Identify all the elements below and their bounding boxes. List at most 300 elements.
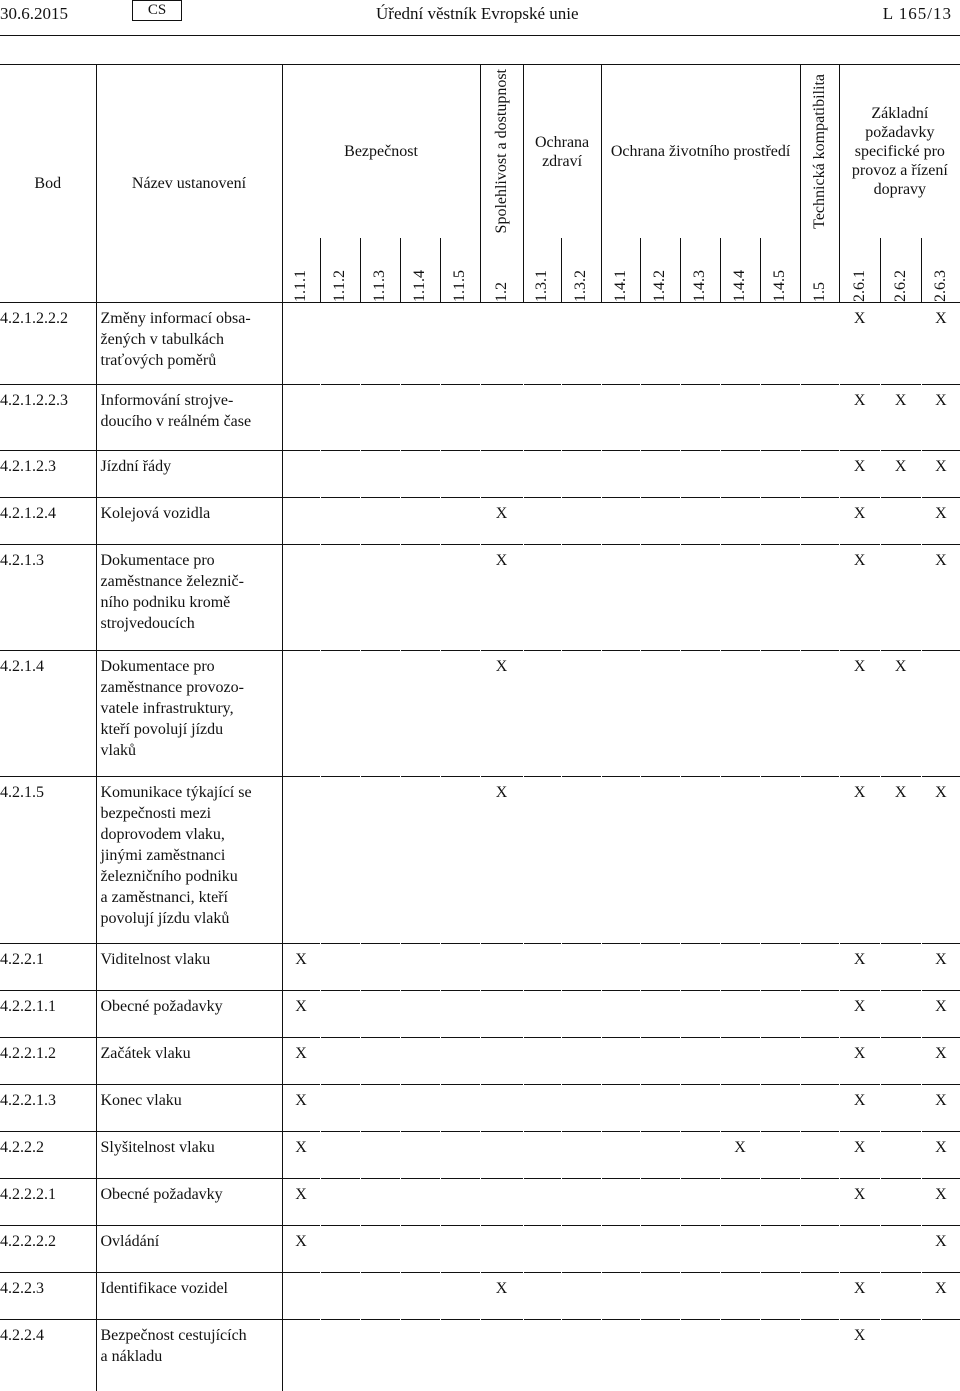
col-number-1-1-1: 1.1.1 — [282, 238, 320, 303]
mark-cell — [880, 1132, 921, 1179]
mark-cell: X — [839, 1273, 880, 1320]
row-name: Dokumentace pro zaměstnance železnič- ního podniku kromě strojvedoucích — [96, 545, 282, 651]
mark-cell — [640, 1038, 680, 1085]
header-rule — [0, 35, 960, 36]
language-badge: CS — [132, 0, 182, 21]
mark-cell — [320, 498, 360, 545]
mark-cell — [680, 1320, 720, 1391]
mark-cell — [760, 991, 800, 1038]
mark-cell — [640, 944, 680, 991]
mark-cell — [880, 1226, 921, 1273]
mark-cell — [440, 451, 480, 498]
mark-cell — [480, 1038, 523, 1085]
table-row — [0, 1273, 960, 1320]
mark-cell — [440, 777, 480, 944]
mark-cell: X — [839, 451, 880, 498]
col-number-1-2: 1.2 — [480, 238, 523, 303]
mark-cell — [800, 651, 839, 777]
mark-cell — [360, 1273, 400, 1320]
mark-cell — [282, 545, 320, 651]
col-number-1-4-5: 1.4.5 — [760, 238, 800, 303]
row-name: Jízdní řády — [96, 451, 282, 498]
row-bod: 4.2.1.5 — [0, 777, 96, 944]
mark-cell — [800, 944, 839, 991]
mark-cell — [640, 451, 680, 498]
mark-cell — [320, 1179, 360, 1226]
mark-cell — [760, 385, 800, 451]
mark-cell: X — [921, 498, 960, 545]
mark-cell — [680, 777, 720, 944]
mark-cell — [720, 303, 760, 385]
mark-cell — [680, 944, 720, 991]
mark-cell — [800, 1226, 839, 1273]
mark-cell: X — [282, 1085, 320, 1132]
mark-cell — [561, 1320, 601, 1391]
mark-cell — [480, 1320, 523, 1391]
mark-cell — [880, 991, 921, 1038]
mark-cell — [601, 451, 640, 498]
mark-cell — [440, 651, 480, 777]
mark-cell: X — [921, 1085, 960, 1132]
mark-cell — [720, 498, 760, 545]
mark-cell: X — [839, 303, 880, 385]
mark-cell: X — [282, 1226, 320, 1273]
row-bod: 4.2.1.4 — [0, 651, 96, 777]
table-row — [0, 498, 960, 545]
mark-cell — [561, 1085, 601, 1132]
mark-cell — [282, 1320, 320, 1391]
mark-cell — [400, 1132, 440, 1179]
mark-cell — [360, 1179, 400, 1226]
mark-cell — [480, 944, 523, 991]
table-header-row — [0, 65, 960, 239]
mark-cell — [800, 545, 839, 651]
mark-cell: X — [282, 1179, 320, 1226]
mark-cell — [720, 545, 760, 651]
mark-cell — [601, 1132, 640, 1179]
mark-cell — [360, 451, 400, 498]
mark-cell — [320, 944, 360, 991]
mark-cell — [400, 385, 440, 451]
mark-cell — [320, 1320, 360, 1391]
row-bod: 4.2.2.1 — [0, 944, 96, 991]
mark-cell — [561, 1179, 601, 1226]
mark-cell — [523, 545, 561, 651]
table-row — [0, 991, 960, 1038]
mark-cell — [921, 1320, 960, 1391]
mark-cell — [360, 944, 400, 991]
row-name: Bezpečnost cestujících a nákladu — [96, 1320, 282, 1391]
mark-cell — [561, 651, 601, 777]
mark-cell — [880, 1038, 921, 1085]
row-bod: 4.2.2.1.2 — [0, 1038, 96, 1085]
mark-cell — [800, 1320, 839, 1391]
group-header-ochrana-zdravi: Ochrana zdraví — [523, 65, 601, 239]
mark-cell — [440, 303, 480, 385]
mark-cell — [320, 545, 360, 651]
group-header-bezpecnost: Bezpečnost — [282, 65, 480, 239]
mark-cell: X — [282, 1132, 320, 1179]
mark-cell — [360, 545, 400, 651]
mark-cell — [640, 991, 680, 1038]
col-number-1-4-1: 1.4.1 — [601, 238, 640, 303]
mark-cell — [880, 944, 921, 991]
mark-cell — [601, 303, 640, 385]
requirements-table — [0, 64, 960, 1391]
mark-cell — [640, 1226, 680, 1273]
mark-cell — [360, 385, 400, 451]
row-bod: 4.2.1.3 — [0, 545, 96, 651]
mark-cell — [400, 944, 440, 991]
mark-cell — [640, 385, 680, 451]
mark-cell — [880, 1085, 921, 1132]
mark-cell — [523, 303, 561, 385]
mark-cell — [680, 1226, 720, 1273]
mark-cell — [360, 1226, 400, 1273]
mark-cell — [800, 1273, 839, 1320]
mark-cell — [760, 545, 800, 651]
mark-cell — [601, 1320, 640, 1391]
row-name: Obecné požadavky — [96, 991, 282, 1038]
mark-cell — [480, 1132, 523, 1179]
mark-cell — [400, 1179, 440, 1226]
mark-cell — [680, 1273, 720, 1320]
mark-cell — [720, 777, 760, 944]
mark-cell — [640, 498, 680, 545]
mark-cell — [680, 303, 720, 385]
mark-cell — [320, 1132, 360, 1179]
journal-title: Úřední věstník Evropské unie — [376, 4, 579, 23]
mark-cell — [800, 385, 839, 451]
mark-cell — [720, 1273, 760, 1320]
mark-cell: X — [839, 1132, 880, 1179]
mark-cell: X — [839, 1085, 880, 1132]
mark-cell — [880, 1320, 921, 1391]
mark-cell — [640, 651, 680, 777]
row-name: Identifikace vozidel — [96, 1273, 282, 1320]
row-bod: 4.2.2.4 — [0, 1320, 96, 1391]
table-row — [0, 944, 960, 991]
row-bod: 4.2.1.2.3 — [0, 451, 96, 498]
row-name: Obecné požadavky — [96, 1179, 282, 1226]
mark-cell — [400, 777, 440, 944]
row-bod: 4.2.2.2.2 — [0, 1226, 96, 1273]
table-row — [0, 1132, 960, 1179]
mark-cell: X — [839, 545, 880, 651]
mark-cell — [680, 385, 720, 451]
mark-cell — [320, 777, 360, 944]
col-number-1-4-3: 1.4.3 — [680, 238, 720, 303]
mark-cell — [601, 545, 640, 651]
mark-cell — [561, 991, 601, 1038]
mark-cell — [561, 303, 601, 385]
mark-cell — [839, 1226, 880, 1273]
mark-cell: X — [921, 777, 960, 944]
group-header-technicka: Technická kompatibilita — [800, 65, 839, 239]
mark-cell — [680, 498, 720, 545]
mark-cell — [480, 303, 523, 385]
mark-cell — [880, 545, 921, 651]
mark-cell — [720, 1320, 760, 1391]
mark-cell: X — [880, 777, 921, 944]
mark-cell — [400, 1085, 440, 1132]
mark-cell — [760, 777, 800, 944]
mark-cell — [320, 651, 360, 777]
mark-cell — [760, 1179, 800, 1226]
col-header-bod: Bod — [0, 65, 96, 303]
col-number-1-1-5: 1.1.5 — [440, 238, 480, 303]
col-number-1-1-2: 1.1.2 — [320, 238, 360, 303]
mark-cell — [720, 451, 760, 498]
mark-cell — [523, 777, 561, 944]
mark-cell — [601, 1038, 640, 1085]
mark-cell: X — [480, 498, 523, 545]
mark-cell — [400, 498, 440, 545]
mark-cell — [640, 777, 680, 944]
mark-cell — [720, 1038, 760, 1085]
mark-cell: X — [880, 651, 921, 777]
mark-cell — [561, 777, 601, 944]
mark-cell — [523, 991, 561, 1038]
mark-cell: X — [921, 991, 960, 1038]
mark-cell — [800, 1179, 839, 1226]
mark-cell — [480, 1226, 523, 1273]
mark-cell — [760, 1273, 800, 1320]
mark-cell — [760, 303, 800, 385]
row-bod: 4.2.1.2.2.3 — [0, 385, 96, 451]
mark-cell — [360, 1320, 400, 1391]
mark-cell — [601, 1179, 640, 1226]
mark-cell — [320, 1226, 360, 1273]
mark-cell — [400, 1226, 440, 1273]
mark-cell — [282, 1273, 320, 1320]
mark-cell — [360, 1132, 400, 1179]
col-number-1-4-2: 1.4.2 — [640, 238, 680, 303]
mark-cell — [320, 303, 360, 385]
mark-cell — [480, 1085, 523, 1132]
mark-cell — [680, 1179, 720, 1226]
mark-cell — [800, 1132, 839, 1179]
row-bod: 4.2.2.2.1 — [0, 1179, 96, 1226]
mark-cell — [680, 991, 720, 1038]
mark-cell — [523, 1038, 561, 1085]
mark-cell — [440, 1132, 480, 1179]
mark-cell — [282, 651, 320, 777]
mark-cell — [601, 1273, 640, 1320]
mark-cell — [680, 1085, 720, 1132]
mark-cell: X — [880, 451, 921, 498]
mark-cell — [360, 991, 400, 1038]
mark-cell — [400, 545, 440, 651]
mark-cell — [760, 1320, 800, 1391]
mark-cell — [800, 777, 839, 944]
mark-cell — [360, 1085, 400, 1132]
mark-cell — [523, 1085, 561, 1132]
mark-cell — [800, 451, 839, 498]
mark-cell — [601, 991, 640, 1038]
row-bod: 4.2.1.2.2.2 — [0, 303, 96, 385]
mark-cell — [282, 451, 320, 498]
mark-cell — [880, 498, 921, 545]
mark-cell — [561, 1038, 601, 1085]
mark-cell — [400, 451, 440, 498]
row-name: Změny informací obsa- žených v tabulkách traťových poměrů — [96, 303, 282, 385]
mark-cell — [320, 991, 360, 1038]
mark-cell — [360, 303, 400, 385]
mark-cell — [720, 1226, 760, 1273]
mark-cell — [523, 1320, 561, 1391]
col-number-1-4-4: 1.4.4 — [720, 238, 760, 303]
mark-cell — [320, 1085, 360, 1132]
mark-cell — [523, 651, 561, 777]
row-bod: 4.2.2.2 — [0, 1132, 96, 1179]
mark-cell — [601, 777, 640, 944]
mark-cell — [800, 991, 839, 1038]
row-name: Začátek vlaku — [96, 1038, 282, 1085]
mark-cell: X — [880, 385, 921, 451]
table-row — [0, 1085, 960, 1132]
mark-cell: X — [720, 1132, 760, 1179]
mark-cell — [400, 1038, 440, 1085]
mark-cell: X — [282, 944, 320, 991]
mark-cell: X — [921, 1226, 960, 1273]
mark-cell — [440, 1320, 480, 1391]
mark-cell — [680, 1132, 720, 1179]
mark-cell: X — [921, 385, 960, 451]
mark-cell — [720, 651, 760, 777]
mark-cell — [880, 1273, 921, 1320]
row-name: Slyšitelnost vlaku — [96, 1132, 282, 1179]
mark-cell — [800, 1038, 839, 1085]
mark-cell — [400, 991, 440, 1038]
mark-cell — [561, 1273, 601, 1320]
mark-cell — [720, 1179, 760, 1226]
table-row — [0, 545, 960, 651]
mark-cell — [282, 303, 320, 385]
row-name: Ovládání — [96, 1226, 282, 1273]
group-header-zakladni: Základní požadavky specifické pro provoz a řízení dopravy — [839, 65, 960, 239]
row-name: Informování strojve- doucího v reálném čase — [96, 385, 282, 451]
row-name: Komunikace týkající se bezpečnosti mezi doprovodem vlaku, jinými zaměstnanci železničního podniku a zaměstnanci, kteří povolují jízdu vlaků — [96, 777, 282, 944]
mark-cell — [601, 944, 640, 991]
col-number-1-3-2: 1.3.2 — [561, 238, 601, 303]
mark-cell — [640, 545, 680, 651]
mark-cell — [760, 451, 800, 498]
mark-cell — [800, 498, 839, 545]
mark-cell — [480, 991, 523, 1038]
row-bod: 4.2.2.1.1 — [0, 991, 96, 1038]
mark-cell: X — [921, 451, 960, 498]
mark-cell — [400, 1273, 440, 1320]
mark-cell — [320, 1038, 360, 1085]
mark-cell — [760, 1226, 800, 1273]
mark-cell — [440, 545, 480, 651]
mark-cell: X — [921, 944, 960, 991]
col-number-2-6-2: 2.6.2 — [880, 238, 921, 303]
mark-cell: X — [480, 545, 523, 651]
mark-cell — [760, 944, 800, 991]
row-bod: 4.2.2.3 — [0, 1273, 96, 1320]
mark-cell — [561, 1226, 601, 1273]
mark-cell: X — [839, 991, 880, 1038]
mark-cell — [282, 777, 320, 944]
mark-cell — [561, 545, 601, 651]
mark-cell — [760, 1085, 800, 1132]
mark-cell — [523, 451, 561, 498]
mark-cell — [800, 303, 839, 385]
mark-cell — [440, 1273, 480, 1320]
mark-cell — [680, 545, 720, 651]
mark-cell — [523, 1273, 561, 1320]
page-header — [0, 0, 960, 30]
mark-cell — [480, 1179, 523, 1226]
mark-cell — [760, 498, 800, 545]
mark-cell — [360, 1038, 400, 1085]
group-header-spolehlivost: Spolehlivost a dostupnost — [480, 65, 523, 239]
mark-cell — [640, 1179, 680, 1226]
mark-cell — [680, 651, 720, 777]
table-row — [0, 777, 960, 944]
col-number-1-3-1: 1.3.1 — [523, 238, 561, 303]
mark-cell: X — [839, 498, 880, 545]
row-name: Viditelnost vlaku — [96, 944, 282, 991]
group-header-ochrana-zivotniho: Ochrana životního prostředí — [601, 65, 800, 239]
mark-cell: X — [921, 1132, 960, 1179]
mark-cell: X — [480, 777, 523, 944]
mark-cell: X — [839, 777, 880, 944]
col-number-2-6-1: 2.6.1 — [839, 238, 880, 303]
mark-cell — [601, 1226, 640, 1273]
mark-cell — [523, 1226, 561, 1273]
mark-cell: X — [480, 1273, 523, 1320]
mark-cell — [601, 498, 640, 545]
mark-cell — [640, 1085, 680, 1132]
mark-cell — [523, 1179, 561, 1226]
table-body — [0, 303, 960, 1391]
mark-cell — [440, 1085, 480, 1132]
mark-cell — [440, 1038, 480, 1085]
mark-cell — [523, 385, 561, 451]
mark-cell: X — [921, 1038, 960, 1085]
mark-cell — [480, 385, 523, 451]
mark-cell — [800, 1085, 839, 1132]
mark-cell — [720, 385, 760, 451]
mark-cell — [601, 385, 640, 451]
mark-cell — [440, 991, 480, 1038]
mark-cell — [360, 498, 400, 545]
mark-cell — [440, 1226, 480, 1273]
mark-cell: X — [839, 944, 880, 991]
mark-cell — [561, 385, 601, 451]
mark-cell — [880, 303, 921, 385]
mark-cell — [440, 498, 480, 545]
mark-cell: X — [839, 1038, 880, 1085]
col-number-2-6-3: 2.6.3 — [921, 238, 960, 303]
col-header-nazev: Název ustanovení — [96, 65, 282, 303]
table-row — [0, 451, 960, 498]
mark-cell: X — [921, 303, 960, 385]
mark-cell: X — [839, 651, 880, 777]
mark-cell — [320, 385, 360, 451]
mark-cell — [561, 944, 601, 991]
mark-cell — [720, 1085, 760, 1132]
mark-cell: X — [282, 1038, 320, 1085]
mark-cell: X — [921, 1273, 960, 1320]
mark-cell — [523, 498, 561, 545]
mark-cell: X — [480, 651, 523, 777]
table-row — [0, 651, 960, 777]
mark-cell — [561, 498, 601, 545]
